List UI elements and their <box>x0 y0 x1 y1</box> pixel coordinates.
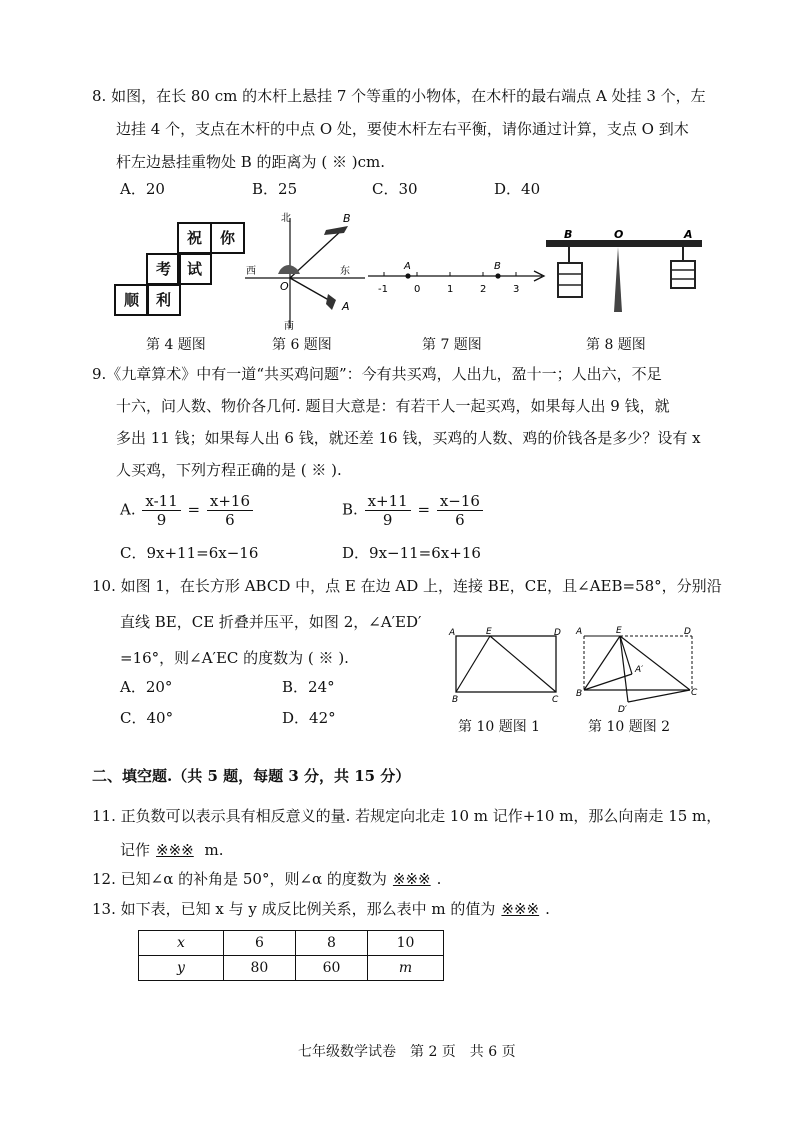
table-cell: 10 <box>368 931 444 956</box>
q12-answer-blank: ※※※ <box>392 870 431 888</box>
q13-suffix: . <box>545 900 550 918</box>
equals-sign: = <box>187 500 201 519</box>
frac-denominator: 6 <box>225 511 235 529</box>
q10-line2: 直线 BE，CE 折叠并压平，如图 2，∠A′ED′ <box>120 613 422 631</box>
fig10-2-e-label: E <box>616 626 622 636</box>
table-cell: 80 <box>223 956 295 981</box>
q9-option-d: D．9x−11=6x+16 <box>342 544 481 562</box>
q10-line1: 10. 如图 1，在长方形 ABCD 中，点 E 在边 AD 上，连接 BE，CE，且∠AEB=58°，分别沿 <box>92 577 722 595</box>
fig7-caption: 第 7 题图 <box>422 337 482 353</box>
fig6-a-label: A <box>342 300 350 313</box>
q13-answer-blank: ※※※ <box>501 900 540 918</box>
q11-prefix: 记作 <box>120 841 151 859</box>
fig10-2-d-prime-label: D′ <box>618 705 627 714</box>
q8-option-c: C．30 <box>372 180 418 198</box>
q9-option-a <box>120 492 255 529</box>
q9-option-a-label: A. <box>120 500 136 519</box>
section2-title: 二、填空题.（共 5 题，每题 3 分，共 15 分） <box>92 767 411 785</box>
fig6-north-label: 北 <box>281 213 291 224</box>
q9-option-b-label: B. <box>342 500 358 519</box>
fig10-2-caption: 第 10 题图 2 <box>588 719 671 735</box>
q10-line3: =16°，则∠A′EC 的度数为 ( ※ ). <box>120 649 349 667</box>
q13-prefix: 13. 如下表，已知 x 与 y 成反比例关系，那么表中 m 的值为 <box>92 900 496 918</box>
fig7-a-label: A <box>404 261 411 272</box>
q9-option-b <box>342 492 485 529</box>
q12-line <box>92 869 441 889</box>
table-cell: 60 <box>295 956 367 981</box>
q9-option-c: C．9x+11=6x−16 <box>120 544 259 562</box>
q12-suffix: . <box>436 870 442 888</box>
fig8-o-label: O <box>614 228 624 241</box>
fig10-2-a-prime-label: A′ <box>635 665 644 675</box>
q9-option-b-frac1 <box>365 492 411 529</box>
fig4-cell: 祝 <box>177 222 212 254</box>
q11-line2 <box>120 840 224 860</box>
q10-option-a: A．20° <box>120 678 173 696</box>
q10-option-d: D．42° <box>282 709 336 727</box>
frac-denominator: 9 <box>156 511 167 529</box>
q9-option-a-frac1 <box>142 492 180 529</box>
fig4-cell: 你 <box>210 222 245 254</box>
fig6-east-label: 东 <box>340 266 350 277</box>
q9-option-a-frac2 <box>207 492 253 529</box>
table-cell: x <box>139 931 224 956</box>
fig7-tick-label: -1 <box>378 284 388 295</box>
frac-numerator: x+11 <box>365 492 411 511</box>
table-row <box>139 956 444 981</box>
table-cell: m <box>368 956 444 981</box>
q13-line <box>92 899 550 919</box>
q8-line2: 边挂 4 个，支点在木杆的中点 O 处，要使木杆左右平衡，请你通过计算，支点 O 到木 <box>116 120 689 138</box>
fig10-2-b-label: B <box>576 689 583 699</box>
fig10-1-c-label: C <box>552 695 559 705</box>
equals-sign: = <box>417 500 431 519</box>
fig8-a-label: A <box>684 228 693 241</box>
frac-denominator: 6 <box>455 511 465 529</box>
q10-option-b: B．24° <box>282 678 335 696</box>
frac-denominator: 9 <box>382 511 393 529</box>
q8-option-d: D．40 <box>494 180 541 198</box>
q8-line1: 8. 如图，在长 80 cm 的木杆上悬挂 7 个等重的小物体，在木杆的最右端点 A 处挂 3 个，左 <box>92 87 706 105</box>
fig4-cell: 利 <box>146 284 181 316</box>
fig6-west-label: 西 <box>246 266 256 277</box>
fig10-2-c-label: C <box>691 688 698 698</box>
fig8-caption: 第 8 题图 <box>586 337 646 353</box>
q11-line1: 11. 正负数可以表示具有相反意义的量. 若规定向北走 10 m 记作+10 m，那么向南走 15 m， <box>92 807 722 825</box>
q9-line4: 人买鸡，下列方程正确的是 ( ※ ). <box>116 461 342 479</box>
fig4-cell: 试 <box>177 253 212 285</box>
fig7-b-label: B <box>494 261 501 272</box>
fig4-cell: 顺 <box>114 284 149 316</box>
table-row <box>139 931 444 956</box>
q8-option-b: B．25 <box>252 180 298 198</box>
fig6-o-label: O <box>280 280 289 293</box>
fig6-compass-diagram <box>240 208 370 332</box>
fig10-1-rectangle <box>446 624 566 706</box>
table-cell: y <box>139 956 224 981</box>
fig10-1-caption: 第 10 题图 1 <box>458 719 541 735</box>
fig4-caption: 第 4 题图 <box>146 337 206 353</box>
frac-numerator: x+16 <box>207 492 253 511</box>
fig10-1-a-label: A <box>449 628 456 638</box>
q9-line1: 9.《九章算术》中有一道“共买鸡问题”：今有共买鸡，人出九，盈十一；人出六，不足 <box>92 365 662 383</box>
fig4-cell: 考 <box>146 253 181 285</box>
q10-option-c: C．40° <box>120 709 174 727</box>
fig6-south-label: 南 <box>284 321 294 332</box>
page-footer: 七年级数学试卷 第 2 页 共 6 页 <box>298 1044 516 1060</box>
fig10-2-a-label: A <box>576 627 583 637</box>
frac-numerator: x−16 <box>437 492 483 511</box>
fig6-b-label: B <box>343 212 351 225</box>
fig7-tick-label: 0 <box>414 284 421 295</box>
q13-table <box>138 930 444 981</box>
fig10-2-folded-rectangle <box>572 622 702 714</box>
fig7-tick-label: 1 <box>447 284 454 295</box>
q9-line3: 多出 11 钱；如果每人出 6 钱，就还差 16 钱，买鸡的人数、鸡的价钱各是多少？设有 x <box>116 429 701 447</box>
fig10-2-d-label: D <box>684 627 691 637</box>
q11-answer-blank: ※※※ <box>156 841 194 859</box>
q9-line2: 十六，问人数、物价各几何. 题目大意是：有若干人一起买鸡，如果每人出 9 钱，就 <box>116 397 670 415</box>
table-cell: 8 <box>295 931 367 956</box>
fig7-tick-label: 2 <box>480 284 487 295</box>
frac-numerator: x-11 <box>142 492 180 511</box>
q11-suffix: m. <box>199 841 224 859</box>
fig7-tick-label: 3 <box>513 284 520 295</box>
q8-line3: 杆左边悬挂重物处 B 的距离为 ( ※ )cm. <box>116 153 385 171</box>
fig10-1-d-label: D <box>554 628 561 638</box>
fig7-number-line <box>366 258 550 298</box>
fig10-1-b-label: B <box>452 695 459 705</box>
table-cell: 6 <box>223 931 295 956</box>
fig8-b-label: B <box>564 228 573 241</box>
fig10-1-e-label: E <box>486 627 492 637</box>
q9-option-b-frac2 <box>437 492 483 529</box>
q12-prefix: 12. 已知∠α 的补角是 50°，则∠α 的度数为 <box>92 870 387 888</box>
fig6-caption: 第 6 题图 <box>272 337 332 353</box>
q8-option-a: A．20 <box>120 180 165 198</box>
fig8-balance-diagram <box>540 226 710 316</box>
